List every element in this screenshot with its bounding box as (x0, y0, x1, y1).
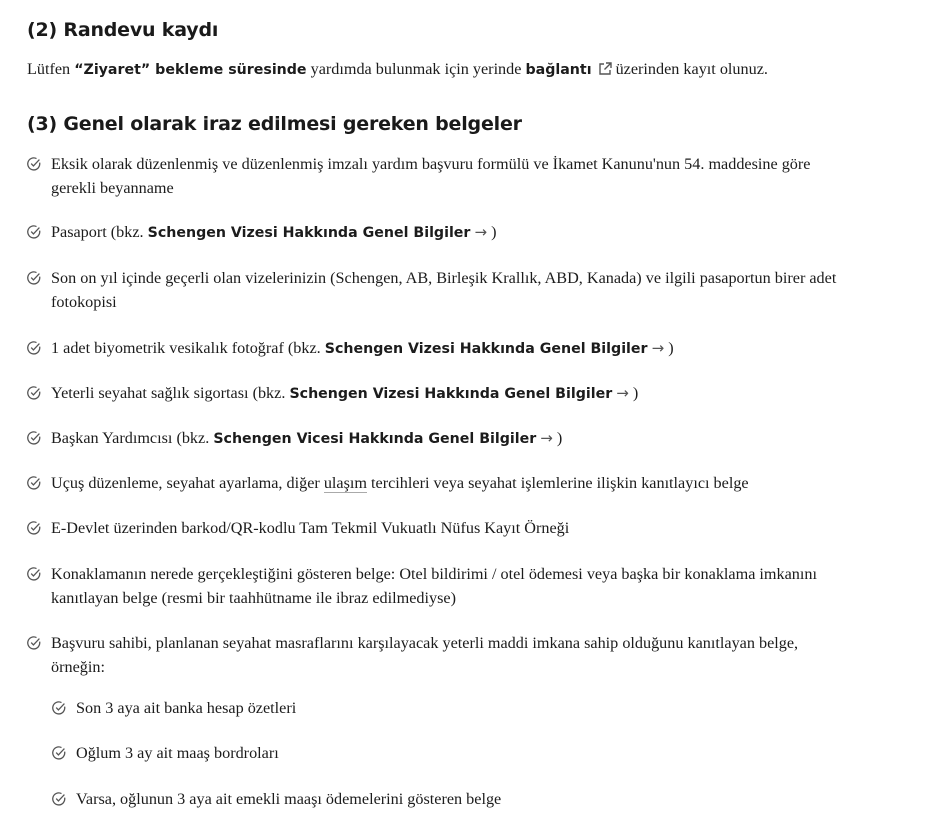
item-text: Uçuş düzenleme, seyahat ayarlama, diğer (51, 474, 324, 492)
item-text: E-Devlet üzerinden barkod/QR-kodlu Tam Tekmil Vukuatlı Nüfus Kayıt Örneği (51, 519, 570, 537)
arrow-right-icon[interactable]: → (540, 429, 553, 447)
check-circle-icon (27, 341, 41, 355)
item-text: Eksik olarak düzenlenmiş ve düzenlenmiş imzalı yardım başvuru formülü ve İkamet Kanunu'nun 54. maddesine göre (51, 155, 811, 173)
item-text-end: ) (552, 429, 563, 447)
item-text-end: ) (664, 339, 674, 357)
sub-item-text: Son 3 aya ait banka hesap özetleri (76, 699, 297, 717)
item-text: Pasaport (bkz. (51, 223, 148, 241)
item-text: Son on yıl içinde geçerli olan vizelerinizin (Schengen, AB, Birleşik Krallık, ABD, Kanada) ve ilgili pasaportun birer adet (51, 269, 837, 287)
check-circle-icon (27, 476, 41, 490)
intro-bold: “Ziyaret” bekleme süresinde (74, 62, 307, 78)
item-text-cont: fotokopisi (51, 293, 117, 311)
check-circle-icon (27, 386, 41, 400)
check-circle-icon (27, 225, 41, 239)
item-text-cont: gerekli beyanname (51, 179, 174, 197)
arrow-right-icon[interactable]: → (474, 223, 488, 241)
schengen-info-link[interactable]: Schengen Vizesi Hakkında Genel Bilgiler (289, 386, 613, 402)
check-circle-icon (52, 746, 66, 760)
intro-text: Lütfen (27, 60, 75, 78)
intro-text-mid: yardımda bulunmak için yerinde (306, 60, 526, 78)
section-title-appointment: (2) Randevu kaydı (27, 19, 219, 41)
section-title-documents: (3) Genel olarak iraz edilmesi gereken belgeler (27, 113, 522, 135)
item-text-cont: örneğin: (51, 658, 105, 676)
check-circle-icon (27, 431, 41, 445)
arrow-right-icon[interactable]: → (651, 339, 665, 357)
check-circle-icon (27, 271, 41, 285)
check-circle-icon (27, 636, 41, 650)
sub-item-text: Varsa, oğlunun 3 aya ait emekli maaşı ödemelerini gösteren belge (76, 790, 502, 808)
check-circle-icon (27, 157, 41, 171)
check-circle-icon (27, 567, 41, 581)
intro-text-end: üzerinden kayıt olunuz. (615, 60, 768, 78)
schengen-info-link[interactable]: Schengen Vizesi Hakkında Genel Bilgiler (147, 225, 471, 241)
check-circle-icon (27, 521, 41, 535)
external-link-icon[interactable] (598, 62, 612, 76)
item-text: Başkan Yardımcısı (bkz. (51, 429, 214, 447)
item-text: 1 adet biyometrik vesikalık fotoğraf (bkz. (51, 339, 325, 357)
registration-link[interactable]: bağlantı (525, 62, 592, 78)
item-text-cont: kanıtlayan belge (resmi bir taahhütname ile ibraz edilmediyse) (51, 589, 456, 607)
item-text-end: tercihleri veya seyahat işlemlerine ilişkin kanıtlayıcı belge (367, 474, 749, 492)
arrow-right-icon[interactable]: → (616, 384, 629, 402)
item-text: Başvuru sahibi, planlanan seyahat masraflarını karşılayacak yeterli maddi imkana sahip olduğunu kanıtlayan belge, (51, 634, 799, 652)
check-circle-icon (52, 792, 66, 806)
appointment-instructions (27, 60, 768, 79)
sub-item-text: Oğlum 3 ay ait maaş bordroları (76, 744, 279, 762)
item-text-end: ) (487, 223, 497, 241)
item-text: Konaklamanın nerede gerçekleştiğini gösteren belge: Otel bildirimi / otel ödemesi veya başka bir konaklama imkanını (51, 565, 817, 583)
item-text: Yeterli seyahat sağlık sigortası (bkz. (51, 384, 290, 402)
item-text-end: ) (628, 384, 639, 402)
check-circle-icon (52, 701, 66, 715)
glossary-term[interactable]: ulaşım (323, 474, 367, 492)
schengen-info-link[interactable]: Schengen Vizesi Hakkında Genel Bilgiler (324, 341, 648, 357)
schengen-info-link[interactable]: Schengen Vicesi Hakkında Genel Bilgiler (213, 431, 537, 447)
